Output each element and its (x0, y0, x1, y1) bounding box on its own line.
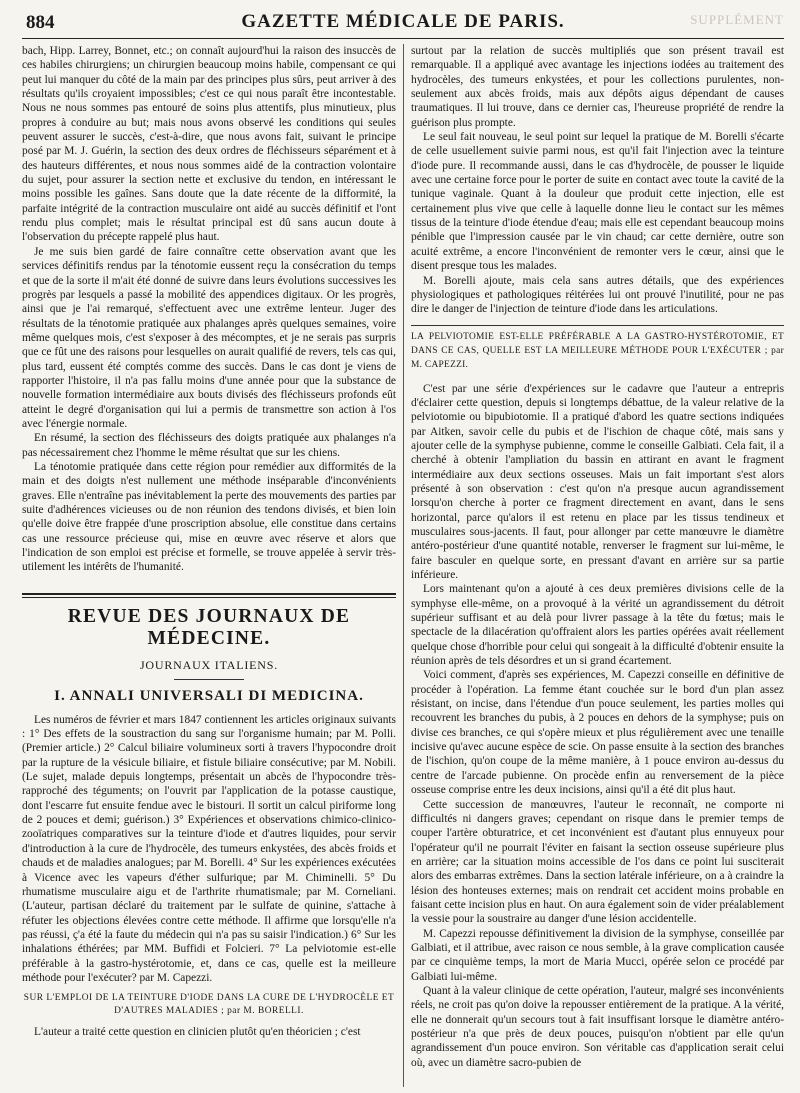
page-header (22, 0, 784, 39)
paragraph: Cette succession de manœuvres, l'auteur le reconnaît, ne comporte ni difficultés ni dangers graves; cependant on risque dans le premier temps de couper l'artère obturatrice, et cet inconvénient est d'autant plus ennuyeux pour l'opérateur qu'il ne pourrait l'éviter en faisant la section osseuse supérieure plus en arrière; car la situation moins accessible de l'os dans ce point lui susciterait alors des embarras extrêmes. Dans la section latérale inférieure, on a à craindre la lésion des honteuses externes; mais on rendrait cet accident moins probable en faisant cette incision plus en haut. On aura également soin de vider préalablement la vessie pour la soustraire au danger d'une lésion accidentelle. (411, 798, 784, 926)
journal-title: GAZETTE MÉDICALE DE PARIS. (241, 11, 565, 32)
article-heading: SUR L'EMPLOI DE LA TEINTURE D'IODE DANS LA CURE DE L'HYDROCÈLE ET D'AUTRES MALADIES ; par M. BORELLI. (23, 993, 395, 1017)
page-number: 884 (26, 12, 55, 33)
paragraph: M. Borelli ajoute, mais cela sans autres détails, que des expériences physiologiques et pathologiques réitérées lui ont prouvé l'inutilité, pour ne pas dire le danger de l'injection de teinture d'iode dans les articulations. (411, 274, 784, 316)
paragraph: Je me suis bien gardé de faire connaître cette observation avant que les services définitifs rendus par la ténotomie eussent reçu la consécration du temps et que de la sorte il m'ait été donné de suivre dans leurs évolutions successives les progrès par lesquels a passé la mobilité des appendices digitaux. Or les progrès, ainsi que je l'ai remarqué, s'effectuent avec une extrême lenteur. Juger des résultats de la ténotomie pratiquée aux phalanges après quelques semaines, voire même quelques mois, c'est s'exposer à des mécomptes, et je ne serais pas surpris que ce fût une des raisons pour lesquelles on aurait qualifié de revers, tels cas qui, plus tard, eussent été comptés comme des succès. Dans le cas dont je viens de rapporter l'histoire, il n'a pas fallu moins d'une année pour que la substance de nouvelle formation intermédiaire aux bouts divisés des fléchisseurs profonds eût atteint le degré d'organisation qui lui a permis de transmettre son action à l'os avec l'énergie normale. (22, 245, 396, 430)
left-column (22, 44, 396, 1087)
paragraph: Quant à la valeur clinique de cette opération, l'auteur, malgré ses inconvénients réels, ne croit pas qu'on doive la repousser entièrement de la pratique. A la vérité, elle ne donnerait qu'un secours tout à fait insuffisant lorsque le diamètre antéro-postérieur n'a que près de deux pouces, puisqu'on n'obtient par elle qu'un agrandissement d'un pouce environ. Son véritable cas d'application serait celui où, avec un diamètre sacro-pubien de (411, 984, 784, 1069)
journal-heading: I. ANNALI UNIVERSALI DI MEDICINA. (54, 687, 364, 704)
columns (22, 44, 784, 1087)
paragraph: C'est par une série d'expériences sur le cadavre que l'auteur a entrepris d'éclairer cette question, depuis si longtemps débattue, de la valeur relative de la pelviotomie ou bipubiotomie. Il a pratiqué d'abord les quatre sections indiquées par Aitken, savoir celle du pubis et de l'ischion de chaque côté, mais sans y ajouter celle de la symphyse pubienne, comme le conseille Galbiati. Cela fait, il a cherché à obtenir l'ampliation du bassin en attirant en avant le fragment intermédiaire aux deux sections osseuses. Mais un fait important s'est alors présenté à son observation : c'est qu'on n'a presque aucun agrandissement lorsqu'on cherche à porter ce fragment directement en avant, dans le sens horizontal, parce qu'alors il est retenu en place par les tissus tendineux et musculaires sous-jacents. Il faut, pour allonger par cette manœuvre le diamètre antéro-postérieur d'une quantité notable, renverser le fragment sur lui-même, le faire basculer en quelque sorte, en pressant d'avant en arrière sur sa partie inférieure. (411, 382, 784, 581)
paragraph: Le seul fait nouveau, le seul point sur lequel la pratique de M. Borelli s'écarte de celle usuellement suivie parmi nous, est qu'il fait l'injection avec la teinture d'iode pure. Il recommande aussi, dans le cas d'hydrocèle, de pousser le liquide avec une certaine force pour le porter de suite en contact avec toute la cavité de la tunique vaginale. Quant à la douleur que produit cette injection, elle est certainement plus vive que celle à laquelle donne lieu le contact sur les mêmes tissus de la teinture d'iode étendue d'eau; mais elle est cependant beaucoup moins pénible que l'impression causée par le vin chaud; car cette dernière, outre son acuité extrême, a encore l'inconvénient de remonter vers le cœur, ainsi que le disent presque tous les malades. (411, 131, 784, 273)
paragraph: En résumé, la section des fléchisseurs des doigts pratiquée aux phalanges n'a pas nécessairement chez l'homme le même résultat que sur les chiens. (22, 432, 396, 459)
paragraph: Voici comment, d'après ses expériences, M. Capezzi conseille en définitive de procéder à l'opération. La femme étant couchée sur le bord d'un plan assez résistant, on incise, dans l'étendue d'un pouce seulement, les parties molles qui recouvrent les branches du pubis, à 2 pouces en dehors de la symphyse; puis on divise ces branches, ce qui s'opère mieux et plus régulièrement avec une tenaille incisive qu'avec aucune espèce de scie. On passe ensuite à la section des branches de l'ischion, qu'on coupe de la même manière, à 1 pouce environ au-dessus du centre de l'arcade pubienne. On procède enfin au renversement de la pièce osseuse comprise entre les deux incisions, ainsi qu'il a été dit plus haut. (411, 669, 784, 797)
article-heading: LA PELVIOTOMIE EST-ELLE PRÉFÉRABLE A LA GASTRO-HYSTÉROTOMIE, ET DANS CE CAS, QUELLE EST LA MEILLEURE MÉTHODE POUR L'EXÉCUTER ; par M. CAPEZZI. (411, 325, 784, 372)
right-column (411, 44, 784, 1087)
contents-paragraph: Les numéros de février et mars 1847 contiennent les articles originaux suivants : 1° Des effets de la soustraction du sang sur l'organisme humain; par M. Polli. (Premier article.) 2° Calcul biliaire volumineux sorti à travers l'hypocondre droit par la rupture de la vésicule biliaire, et fistule biliaire consécutive; par M. Nobili. (Le sujet, malade depuis longtemps, présentait un abcès de l'hypocondre très-rapproché des téguments; on l'ouvrit par l'application de la potasse caustique, dont l'escarre fut ensuite fendue avec le bistouri. Il sortit un calcul piriforme long de 2 pouces et demi; guérison.) 3° Expériences et observations chimico-clinico-zooïatriques comparatives sur la teinture d'iode et d'autres liquides, pour servir d'introduction à la cure de l'hydrocèle, des tumeurs enkystées, des abcès froids et chauds et de maladies analogues; par M. Borelli. 4° Sur les expériences exécutées à Vicence avec les vapeurs d'éther sulfurique; par M. Chiminelli. 5° Du rhumatisme musculaire aigu et de l'arthrite rhumatismale; par M. Corneliani. (L'auteur, partisan déclaré du traitement par le sulfate de quinine, s'attache à réfuter les objections élevées contre cette méthode. Il affirme que lorsqu'elle n'a pas réussi, ç'a été la faute du médecin qui n'a pas su saisir l'indication.) 6° Sur les inhalations éthérées; par MM. Buffidi et Folcieri. 7° La pelviotomie est-elle préférable à la gastro-hystérotomie, et, dans ce cas, quelle est la meilleure méthode pour l'exécuter? par M. Capezzi. (22, 713, 396, 984)
paragraph: L'auteur a traité cette question en clinicien plutôt qu'en théoricien ; c'est (34, 1026, 361, 1039)
paragraph: M. Capezzi repousse définitivement la division de la symphyse, conseillée par Galbiati, et il attribue, avec raison ce nous semble, à la grave complication causée par ce cinquième temps, la mort de Maria Mucci, opérée selon ce procédé par Galbiati lui-même. (411, 927, 784, 983)
subsection-title: JOURNAUX ITALIENS. (139, 657, 279, 672)
paragraph: La ténotomie pratiquée dans cette région pour remédier aux difformités de la main et des doigts n'est nullement une méthode inséparable d'inconvénients graves. Elle n'entraîne pas inévitablement la perte des mouvements des parties par suite d'adhérences vicieuses ou de non réunion des tendons divisés, et bien loin qu'elle doive être frappée d'une proscription absolue, elle constitue dans certains cas une ressource précieuse qui, mise en œuvre avec réserve et alors que l'indication de son emploi est précise et formelle, se trouve appelée à servir très-utilement les intérêts de l'humanité. (22, 460, 396, 574)
section-rule (22, 593, 396, 595)
paragraph: bach, Hipp. Larrey, Bonnet, etc.; on connaît aujourd'hui la raison des insuccès de ces habiles chirurgiens; un chirurgien beaucoup moins habile, compensant ce qui peut lui manquer du côté de la main par des principes plus sûrs, peut arriver à des résultats qu'ils croyaient impossibles; c'est ce qui nous paraît être incontestable. Nous ne nous sommes pas entouré de soins plus attentifs, plus minutieux, plus propres à conduire au but; mais nous avons observé les conditions qui seules peuvent assurer le succès, c'est-à-dire, que nous avons fait, suivant le principe posé par M. J. Guérin, la section des deux ordres de fléchisseurs séparément et à des hauteurs différentes, et nous nous sommes aidé de la contraction volontaire du sujet, pour assurer la section nette et exclusive du tendon, en intéressant le moins possible les gaînes. Sans doute que la date récente de la difformité, la parfaite intégrité de la contraction musculaire ont aidé au succès définitif et l'ont rendu plus complet; mais le résultat principal est dû sans aucun doute à l'observation du précepte rappelé plus haut. (22, 45, 396, 244)
section-rule-thin (22, 597, 396, 598)
paragraph: Lors maintenant qu'on a ajouté à ces deux premières divisions celle de la symphyse elle-même, on a provoqué à la vérité un agrandissement du détroit supérieur suffisant et au delà pour livrer passage à la tête du fœtus; mais le spectacle de la dilacération qu'offraient alors les parties opérées avait réellement quelque chose d'horrible pour celui qui songeait à la difficulté d'obtenir ensuite la réunion après de tels désordres et un si grand écartement. (411, 583, 784, 668)
paragraph: surtout par la relation de succès multipliés que son présent travail est remarquable. Il a appliqué avec avantage les injections iodées au traitement des hydrocèles, des tumeurs enkystées, et pour les collections purulentes, non-seulement aux abcès froids, mais aux dépôts aigus dépendant de causes traumatiques. Il lui trouve, dans ce dernier cas, l'heureuse propriété de rendre la guérison plus prompte. (411, 45, 784, 129)
column-divider (403, 44, 404, 1087)
section-title: REVUE DES JOURNAUX DE MÉDECINE. (67, 605, 351, 649)
short-rule (174, 679, 244, 680)
faded-bleed-text: SUPPLÉMENT (690, 12, 784, 27)
